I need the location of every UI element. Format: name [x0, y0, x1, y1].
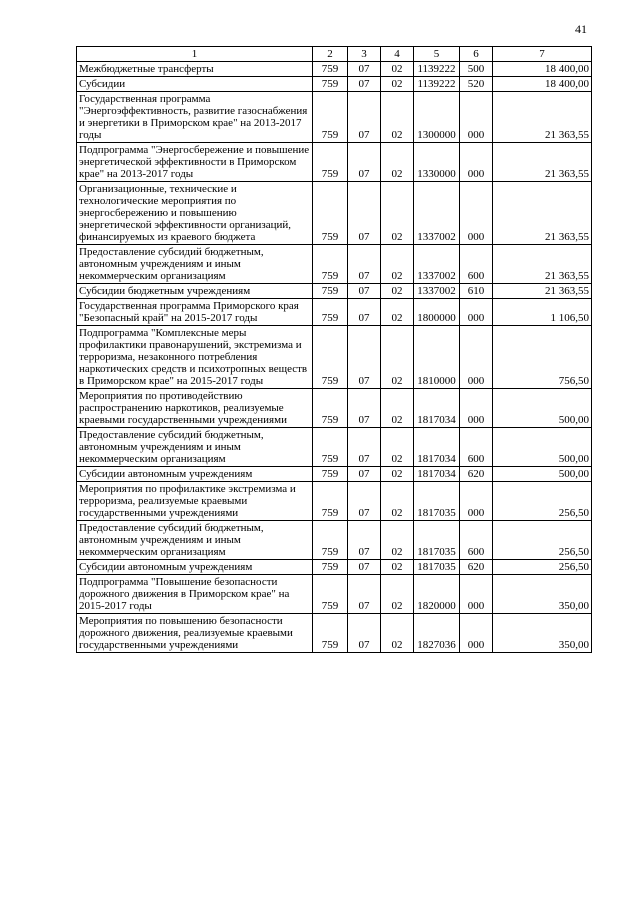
cell-code-6: 620	[460, 560, 493, 575]
cell-name: Субсидии	[77, 77, 313, 92]
cell-code-2: 759	[313, 77, 348, 92]
cell-code-3: 07	[348, 482, 381, 521]
cell-code-6: 000	[460, 389, 493, 428]
cell-name: Предоставление субсидий бюджетным, автономным учреждениям и иным некоммерческим организациям	[77, 521, 313, 560]
cell-amount: 18 400,00	[493, 62, 592, 77]
cell-code-6: 600	[460, 521, 493, 560]
cell-code-6: 000	[460, 326, 493, 389]
cell-code-2: 759	[313, 614, 348, 653]
cell-code-3: 07	[348, 62, 381, 77]
cell-code-2: 759	[313, 245, 348, 284]
column-header-2: 2	[313, 47, 348, 62]
cell-code-6: 500	[460, 62, 493, 77]
table-row	[77, 326, 592, 389]
cell-code-2: 759	[313, 299, 348, 326]
cell-name: Подпрограмма "Повышение безопасности дорожного движения в Приморском крае" на 2015-2017 годы	[77, 575, 313, 614]
cell-code-3: 07	[348, 428, 381, 467]
table-row	[77, 62, 592, 77]
cell-name: Мероприятия по повышению безопасности дорожного движения, реализуемые краевыми государственными учреждениями	[77, 614, 313, 653]
table-row	[77, 389, 592, 428]
cell-code-2: 759	[313, 428, 348, 467]
cell-code-6: 000	[460, 614, 493, 653]
cell-code-2: 759	[313, 143, 348, 182]
cell-code-2: 759	[313, 326, 348, 389]
table-row	[77, 77, 592, 92]
cell-code-5: 1337002	[414, 284, 460, 299]
cell-code-3: 07	[348, 182, 381, 245]
cell-name: Субсидии бюджетным учреждениям	[77, 284, 313, 299]
table-row	[77, 182, 592, 245]
cell-code-4: 02	[381, 575, 414, 614]
cell-code-3: 07	[348, 521, 381, 560]
cell-code-4: 02	[381, 521, 414, 560]
cell-code-4: 02	[381, 614, 414, 653]
cell-code-6: 520	[460, 77, 493, 92]
cell-code-6: 600	[460, 428, 493, 467]
cell-amount: 256,50	[493, 482, 592, 521]
cell-code-5: 1300000	[414, 92, 460, 143]
cell-code-2: 759	[313, 389, 348, 428]
column-header-7: 7	[493, 47, 592, 62]
cell-name: Мероприятия по профилактике экстремизма и терроризма, реализуемые краевыми государственными учреждениями	[77, 482, 313, 521]
table-row	[77, 614, 592, 653]
column-header-3: 3	[348, 47, 381, 62]
cell-code-2: 759	[313, 521, 348, 560]
cell-name: Предоставление субсидий бюджетным, автономным учреждениям и иным некоммерческим организациям	[77, 245, 313, 284]
cell-code-3: 07	[348, 326, 381, 389]
table-row	[77, 245, 592, 284]
table-row	[77, 284, 592, 299]
cell-code-3: 07	[348, 299, 381, 326]
cell-name: Государственная программа Приморского края "Безопасный край" на 2015-2017 годы	[77, 299, 313, 326]
cell-amount: 256,50	[493, 521, 592, 560]
column-header-1: 1	[77, 47, 313, 62]
cell-code-4: 02	[381, 62, 414, 77]
table-row	[77, 299, 592, 326]
cell-code-5: 1800000	[414, 299, 460, 326]
cell-code-4: 02	[381, 77, 414, 92]
table-body	[77, 62, 592, 653]
cell-code-6: 620	[460, 467, 493, 482]
cell-code-4: 02	[381, 299, 414, 326]
cell-code-4: 02	[381, 143, 414, 182]
cell-name: Организационные, технические и технологические мероприятия по энергосбережению и повышению энергетической эффективности организаций, финансируемых из краевого бюджета	[77, 182, 313, 245]
cell-code-4: 02	[381, 467, 414, 482]
cell-name: Межбюджетные трансферты	[77, 62, 313, 77]
cell-amount: 21 363,55	[493, 182, 592, 245]
cell-code-5: 1139222	[414, 77, 460, 92]
cell-code-3: 07	[348, 560, 381, 575]
cell-code-5: 1817035	[414, 560, 460, 575]
column-header-4: 4	[381, 47, 414, 62]
cell-code-2: 759	[313, 482, 348, 521]
cell-code-4: 02	[381, 326, 414, 389]
cell-code-5: 1337002	[414, 245, 460, 284]
cell-amount: 21 363,55	[493, 92, 592, 143]
cell-code-6: 610	[460, 284, 493, 299]
cell-code-4: 02	[381, 245, 414, 284]
column-header-6: 6	[460, 47, 493, 62]
cell-code-2: 759	[313, 284, 348, 299]
cell-code-4: 02	[381, 560, 414, 575]
cell-code-5: 1337002	[414, 182, 460, 245]
cell-code-6: 000	[460, 92, 493, 143]
cell-code-5: 1820000	[414, 575, 460, 614]
table-row	[77, 575, 592, 614]
cell-code-6: 000	[460, 143, 493, 182]
cell-code-6: 000	[460, 299, 493, 326]
cell-amount: 18 400,00	[493, 77, 592, 92]
cell-code-3: 07	[348, 614, 381, 653]
cell-code-5: 1817034	[414, 389, 460, 428]
cell-code-5: 1817035	[414, 482, 460, 521]
cell-amount: 756,50	[493, 326, 592, 389]
table-row	[77, 92, 592, 143]
table-row	[77, 467, 592, 482]
cell-name: Мероприятия по противодействию распространению наркотиков, реализуемые краевыми государственными учреждениями	[77, 389, 313, 428]
cell-code-3: 07	[348, 77, 381, 92]
cell-code-6: 000	[460, 482, 493, 521]
header-row	[77, 47, 592, 62]
cell-code-3: 07	[348, 389, 381, 428]
cell-code-5: 1827036	[414, 614, 460, 653]
cell-amount: 350,00	[493, 575, 592, 614]
cell-code-2: 759	[313, 182, 348, 245]
cell-code-3: 07	[348, 284, 381, 299]
page-number: 41	[575, 22, 587, 36]
cell-name: Подпрограмма "Энергосбережение и повышение энергетической эффективности в Приморском крае" на 2013-2017 годы	[77, 143, 313, 182]
cell-code-5: 1330000	[414, 143, 460, 182]
cell-code-3: 07	[348, 245, 381, 284]
table-row	[77, 482, 592, 521]
cell-name: Предоставление субсидий бюджетным, автономным учреждениям и иным некоммерческим организациям	[77, 428, 313, 467]
cell-code-4: 02	[381, 389, 414, 428]
cell-amount: 1 106,50	[493, 299, 592, 326]
cell-code-6: 000	[460, 182, 493, 245]
cell-code-6: 600	[460, 245, 493, 284]
cell-code-5: 1817035	[414, 521, 460, 560]
cell-code-4: 02	[381, 92, 414, 143]
cell-amount: 500,00	[493, 389, 592, 428]
cell-code-2: 759	[313, 575, 348, 614]
cell-amount: 21 363,55	[493, 143, 592, 182]
cell-name: Субсидии автономным учреждениям	[77, 467, 313, 482]
cell-code-6: 000	[460, 575, 493, 614]
cell-code-5: 1817034	[414, 428, 460, 467]
cell-amount: 500,00	[493, 467, 592, 482]
cell-code-3: 07	[348, 92, 381, 143]
cell-code-2: 759	[313, 62, 348, 77]
cell-code-2: 759	[313, 92, 348, 143]
cell-code-3: 07	[348, 467, 381, 482]
cell-name: Подпрограмма "Комплексные меры профилактики правонарушений, экстремизма и терроризма, незаконного потребления наркотических средств и психотропных веществ в Приморском крае" на 2015-2017 годы	[77, 326, 313, 389]
cell-amount: 21 363,55	[493, 284, 592, 299]
table-row	[77, 428, 592, 467]
cell-code-4: 02	[381, 284, 414, 299]
cell-amount: 500,00	[493, 428, 592, 467]
cell-name: Государственная программа "Энергоэффективность, развитие газоснабжения и энергетики в Приморском крае" на 2013-2017 годы	[77, 92, 313, 143]
table-row	[77, 521, 592, 560]
cell-code-3: 07	[348, 575, 381, 614]
table-row	[77, 560, 592, 575]
cell-amount: 256,50	[493, 560, 592, 575]
cell-code-2: 759	[313, 560, 348, 575]
cell-code-4: 02	[381, 482, 414, 521]
table-row	[77, 143, 592, 182]
budget-table	[76, 46, 592, 653]
cell-code-4: 02	[381, 182, 414, 245]
cell-code-5: 1817034	[414, 467, 460, 482]
cell-name: Субсидии автономным учреждениям	[77, 560, 313, 575]
cell-code-3: 07	[348, 143, 381, 182]
cell-amount: 21 363,55	[493, 245, 592, 284]
cell-amount: 350,00	[493, 614, 592, 653]
cell-code-5: 1810000	[414, 326, 460, 389]
cell-code-2: 759	[313, 467, 348, 482]
column-header-5: 5	[414, 47, 460, 62]
cell-code-4: 02	[381, 428, 414, 467]
cell-code-5: 1139222	[414, 62, 460, 77]
